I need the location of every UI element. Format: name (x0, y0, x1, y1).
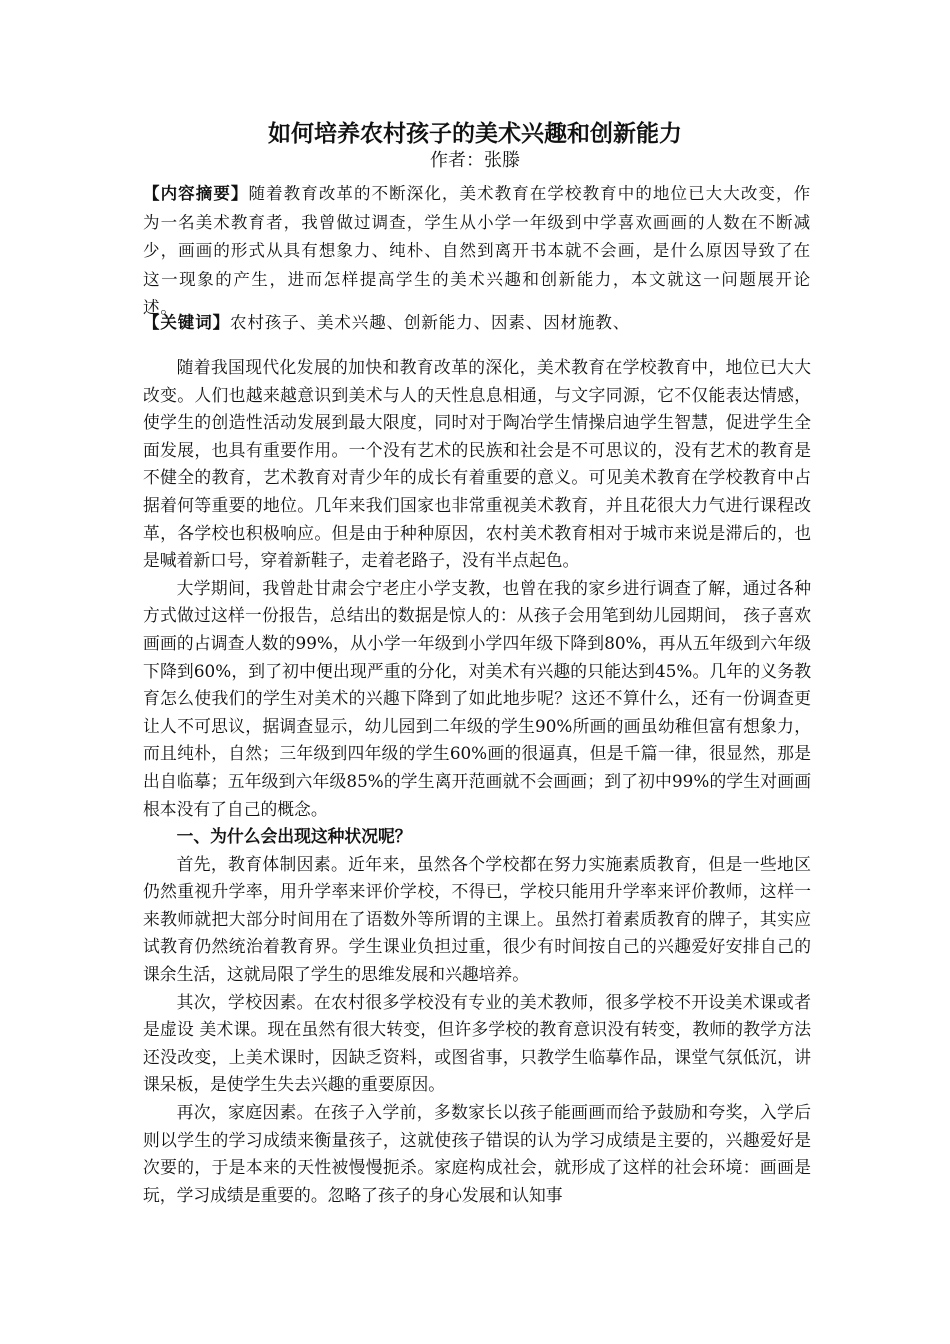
abstract-label: 【内容摘要】 (143, 184, 249, 203)
section-heading: 一、为什么会出现这种状况呢？ (176, 826, 412, 847)
body-paragraph: 首先，教育体制因素。近年来，虽然各个学校都在努力实施素质教育，但是一些地区仍然重视升学率，用升学率来评价学校，不得已，学校只能用升学率来评价教师，这样一来教师就把大部分时间用在了语数外等所谓的主课上。虽然打着素质教育的牌子，其实应试教育仍然统治着教育界。学生课业负担过重，很少有时间按自己的兴趣爱好安排自己的课余生活，这就局限了学生的思维发展和兴趣培养。 (143, 853, 811, 985)
keywords-text: 农村孩子、美术兴趣、创新能力、因素、因材施教、 (230, 313, 631, 332)
abstract-section (143, 180, 811, 323)
body-paragraph: 大学期间，我曾赴甘肃会宁老庄小学支教，也曾在我的家乡进行调查了解，通过各种方式做过这样一份报告，总结出的数据是惊人的：从孩子会用笔到幼儿园期间， 孩子喜欢画画的占调查人数的99%，从小学一年级到小学四年级下降到80%，再从五年级到六年级下降到60%，到了初中便出现严重的分化，对美术有兴趣的只能达到45%。几年的义务教育怎么使我们的学生对美术的兴趣下降到了如此地步呢？这还不算什么，还有一份调查更让人不可思议，据调查显示，幼儿园到二年级的学生90%所画的画虽幼稚但富有想象力，而且纯朴，自然；三年级到四年级的学生60%画的很逼真，但是千篇一律，很显然，那是出自临摹；五年级到六年级85%的学生离开范画就不会画画；到了初中99%的学生对画画根本没有了自己的概念。 (143, 577, 811, 819)
document-title: 如何培养农村孩子的美术兴趣和创新能力 (268, 121, 682, 147)
abstract-text: 随着教育改革的不断深化，美术教育在学校教育中的地位已大大改变，作为一名美术教育者，我曾做过调查，学生从小学一年级到中学喜欢画画的人数在不断减少，画画的形式从具有想象力、纯朴、自然到离开书本就不会画，是什么原因导致了在这一现象的产生，进而怎样提高学生的美术兴趣和创新能力，本文就这一问题展开论述。 (143, 184, 811, 318)
body-paragraph: 其次，学校因素。在农村很多学校没有专业的美术教师，很多学校不开设美术课或者是虚设 美术课。现在虽然有很大转变，但许多学校的教育意识没有转变，教师的教学方法还没改变，上美术课时，因缺乏资料，或图省事，只教学生临摹作品，课堂气氛低沉，讲课呆板，是使学生失去兴趣的重要原因。 (143, 991, 811, 1095)
keywords-label: 【关键词】 (143, 313, 230, 332)
body-paragraph: 随着我国现代化发展的加快和教育改革的深化，美术教育在学校教育中，地位已大大改变。人们也越来越意识到美术与人的天性息息相通，与文字同源，它不仅能表达情感，使学生的创造性活动发展到最大限度，同时对于陶冶学生情操启迪学生智慧，促进学生全面发展，也具有重要作用。一个没有艺术的民族和社会是不可思议的，没有艺术的教育是不健全的教育，艺术教育对青少年的成长有着重要的意义。可见美术教育在学校教育中占据着何等重要的地位。几年来我们国家也非常重视美术教育，并且花很大力气进行课程改革，各学校也积极响应。但是由于种种原因，农村美术教育相对于城市来说是滞后的，也是喊着新口号，穿着新鞋子，走着老路子，没有半点起色。 (143, 357, 811, 571)
document-body (143, 354, 811, 1209)
keywords-section (143, 309, 811, 337)
document-author: 作者：张滕 (430, 150, 520, 171)
body-paragraph: 再次，家庭因素。在孩子入学前，多数家长以孩子能画画而给予鼓励和夸奖，入学后则以学生的学习成绩来衡量孩子，这就使孩子错误的认为学习成绩是主要的，兴趣爱好是次要的，于是本来的天性被慢慢扼杀。家庭构成社会，就形成了这样的社会环境：画画是玩，学习成绩是重要的。忽略了孩子的身心发展和认知事 (143, 1102, 811, 1205)
